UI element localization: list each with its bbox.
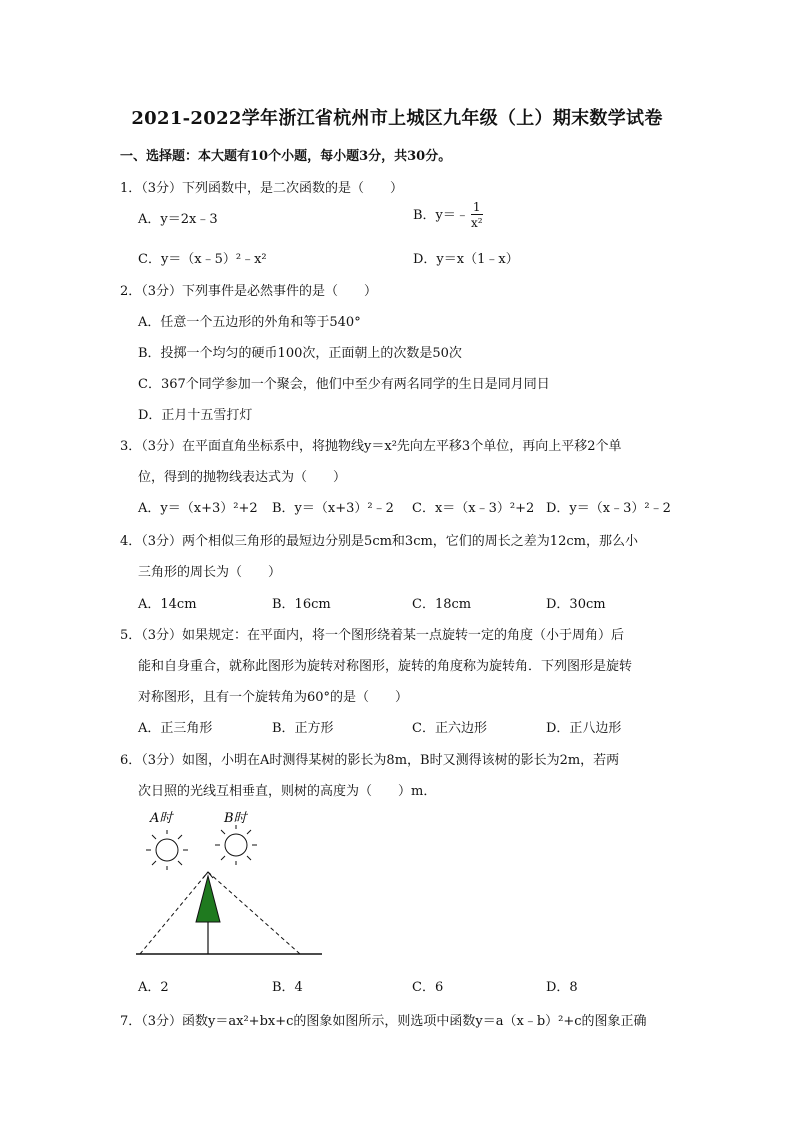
- question-4-stem-line-2: 三角形的周长为（ ）: [138, 565, 282, 580]
- question-5-option-b: B．正方形: [272, 721, 334, 736]
- page-title: 2021-2022学年浙江省杭州市上城区九年级（上）期末数学试卷: [131, 108, 663, 129]
- question-3-stem-line-2: 位，得到的抛物线表达式为（ ）: [138, 470, 347, 485]
- question-5-stem-line-1: 5．（3分）如果规定：在平面内，将一个图形绕着某一点旋转一定的角度（小于周角）后: [120, 628, 625, 643]
- question-6-option-d: D．8: [546, 980, 578, 995]
- light-ray-b: [208, 872, 300, 954]
- question-3-option-c: C．x＝（x﹣3）²+2: [412, 501, 535, 516]
- question-2-option-b: B．投掷一个均匀的硬币100次，正面朝上的次数是50次: [138, 346, 462, 361]
- question-3-option-a: A．y＝（x+3）²+2: [138, 501, 258, 516]
- question-7-stem-line-1: 7．（3分）函数y＝ax²+bx+c的图象如图所示，则选项中函数y＝a（x﹣b）²+c的图象正确: [120, 1014, 647, 1029]
- fraction: [471, 200, 483, 231]
- question-6-option-c: C．6: [412, 980, 444, 995]
- figure-label-a: A时: [150, 811, 173, 826]
- question-1-option-a: A．y＝2x﹣3: [138, 212, 218, 227]
- question-4-stem-line-1: 4．（3分）两个相似三角形的最短边分别是5cm和3cm，它们的周长之差为12cm，那么小: [120, 534, 638, 549]
- light-ray-a: [140, 872, 208, 954]
- question-6-stem-line-2: 次日照的光线互相垂直，则树的高度为（ ）m．: [138, 784, 437, 799]
- question-2-option-d: D．正月十五雪打灯: [138, 408, 253, 423]
- question-4-option-b: B．16cm: [272, 597, 331, 612]
- question-3-option-b: B．y＝（x+3）²﹣2: [272, 501, 394, 516]
- question-1-option-b: [413, 200, 483, 231]
- question-5-stem-line-3: 对称图形，且有一个旋转角为60°的是（ ）: [138, 690, 409, 705]
- question-6-option-b: B．4: [272, 980, 303, 995]
- sun-a-icon: [146, 830, 188, 870]
- question-6-option-a: A．2: [138, 980, 169, 995]
- question-1-option-b-prefix: B．y＝﹣: [413, 208, 469, 223]
- question-3-stem-line-1: 3．（3分）在平面直角坐标系中，将抛物线y＝x²先向左平移3个单位，再向上平移2个单: [120, 439, 622, 454]
- fraction-denominator: x²: [470, 216, 483, 230]
- question-5-option-a: A．正三角形: [138, 721, 213, 736]
- question-6-stem-line-1: 6．（3分）如图，小明在A时测得某树的影长为8m，B时又测得该树的影长为2m，若两: [120, 753, 620, 768]
- question-1-option-d: D．y＝x（1﹣x）: [413, 252, 519, 267]
- question-2-option-c: C．367个同学参加一个聚会，他们中至少有两名同学的生日是同月同日: [138, 377, 550, 392]
- question-2-stem: 2．（3分）下列事件是必然事件的是（ ）: [120, 284, 378, 299]
- question-4-option-c: C．18cm: [412, 597, 472, 612]
- question-1-option-c: C．y＝（x﹣5）²﹣x²: [138, 252, 267, 267]
- section-heading: 一、选择题：本大题有10个小题，每小题3分，共30分。: [120, 149, 452, 164]
- question-4-option-a: A．14cm: [138, 597, 197, 612]
- tree-shadow-figure: [132, 806, 332, 962]
- fraction-numerator: 1: [472, 200, 481, 214]
- question-2-option-a: A．任意一个五边形的外角和等于540°: [138, 315, 361, 330]
- figure-label-b: B时: [224, 811, 247, 826]
- question-3-option-d: D．y＝（x﹣3）²﹣2: [546, 501, 671, 516]
- question-1-stem: 1．（3分）下列函数中，是二次函数的是（ ）: [120, 181, 404, 196]
- question-4-option-d: D．30cm: [546, 597, 606, 612]
- question-5-option-d: D．正八边形: [546, 721, 622, 736]
- question-5-stem-line-2: 能和自身重合，就称此图形为旋转对称图形，旋转的角度称为旋转角．下列图形是旋转: [138, 659, 633, 674]
- question-5-option-c: C．正六边形: [412, 721, 487, 736]
- sun-b-icon: [215, 825, 257, 865]
